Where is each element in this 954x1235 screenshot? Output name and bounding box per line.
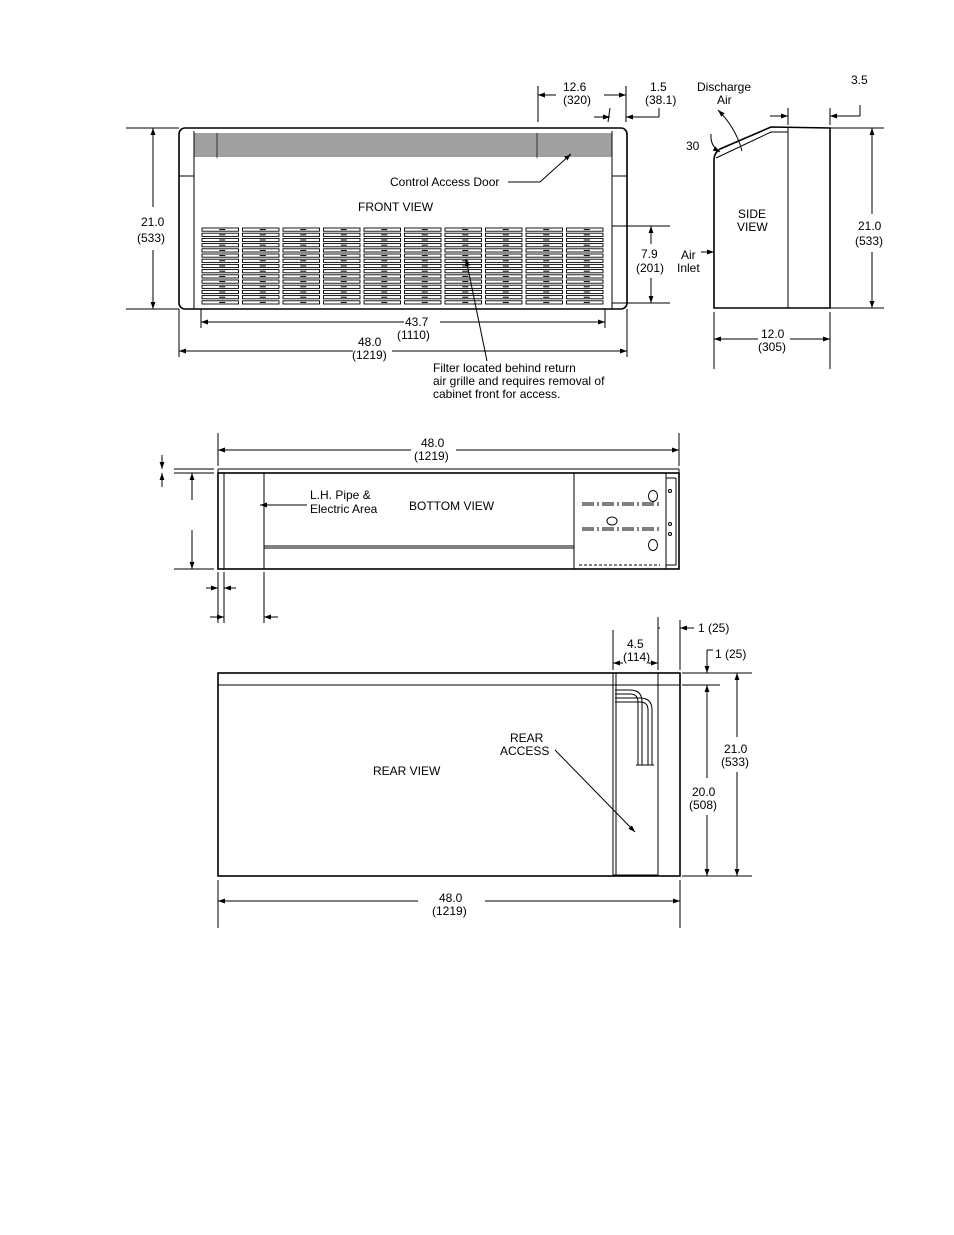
angle-label: 30: [686, 139, 700, 153]
bottom-control-box: [574, 473, 666, 569]
dim-1-25-b: 1 (25): [715, 647, 747, 661]
dim-12-6-mm: (320): [563, 93, 592, 107]
bottom-cabinet: [218, 473, 679, 569]
control-access-door-label: Control Access Door: [390, 175, 500, 189]
side-view-title-2: VIEW: [737, 220, 768, 234]
bottom-view-title: BOTTOM VIEW: [409, 499, 495, 513]
dim-rear-height-mm: (533): [721, 755, 750, 769]
dim-front-width-mm: (1219): [352, 348, 387, 362]
dim-grille-height: 7.9: [641, 247, 658, 261]
bottom-view: [162, 433, 679, 623]
dim-grille-height-mm: (201): [636, 261, 665, 275]
dim-front-height: 21.0: [141, 215, 165, 229]
pipe-area-label-1: L.H. Pipe &: [310, 488, 371, 502]
dim-bottom-width: 48.0: [421, 436, 445, 450]
dim-front-width: 48.0: [358, 335, 382, 349]
rear-view: [218, 617, 752, 928]
dim-grille-width: 43.7: [405, 315, 429, 329]
side-cabinet: [714, 127, 830, 308]
dim-rear-width: 48.0: [439, 891, 463, 905]
dim-3-5: 3.5: [851, 73, 868, 87]
dim-side-height: 21.0: [858, 219, 882, 233]
side-view: [677, 73, 884, 369]
dim-side-depth: 12.0: [761, 327, 785, 341]
dim-1-25-a: 1 (25): [698, 621, 730, 635]
rear-access-panel: [613, 673, 658, 875]
dim-12-6: 12.6: [563, 80, 587, 94]
front-view-title: FRONT VIEW: [358, 200, 434, 214]
pipe-area-label-2: Electric Area: [310, 502, 378, 516]
rear-access-label-2: ACCESS: [500, 744, 550, 758]
discharge-air-label-1: Discharge: [697, 80, 752, 94]
dim-1-5-mm: (38.1): [645, 93, 677, 107]
dim-front-height-mm: (533): [137, 231, 166, 245]
dim-grille-width-mm: (1110): [397, 328, 430, 342]
filter-note-line-2: air grille and requires removal of: [433, 374, 605, 388]
dim-rear-width-mm: (1219): [432, 904, 467, 918]
dim-rear-inner-height: 20.0: [692, 785, 716, 799]
dim-side-height-mm: (533): [855, 234, 884, 248]
filter-note-line-1: Filter located behind return: [433, 361, 576, 375]
front-view: [126, 80, 676, 401]
air-inlet-label-1: Air: [681, 248, 696, 262]
dim-4-5-mm: (114): [623, 650, 651, 664]
dim-rear-inner-height-mm: (508): [689, 798, 718, 812]
return-air-grille: [202, 228, 603, 304]
air-inlet-label-2: Inlet: [677, 261, 700, 275]
dim-4-5: 4.5: [627, 637, 644, 651]
dim-1-5: 1.5: [650, 80, 667, 94]
dim-bottom-width-mm: (1219): [414, 449, 449, 463]
side-view-title-1: SIDE: [738, 207, 767, 221]
rear-cabinet: [218, 673, 680, 876]
rear-access-label-1: REAR: [510, 731, 544, 745]
filter-note-line-3: cabinet front for access.: [433, 387, 561, 401]
discharge-grille: [194, 134, 612, 156]
discharge-air-label-2: Air: [717, 93, 732, 107]
dim-rear-height: 21.0: [724, 742, 748, 756]
dim-side-depth-mm: (305): [758, 340, 787, 354]
rear-view-title: REAR VIEW: [373, 764, 441, 778]
